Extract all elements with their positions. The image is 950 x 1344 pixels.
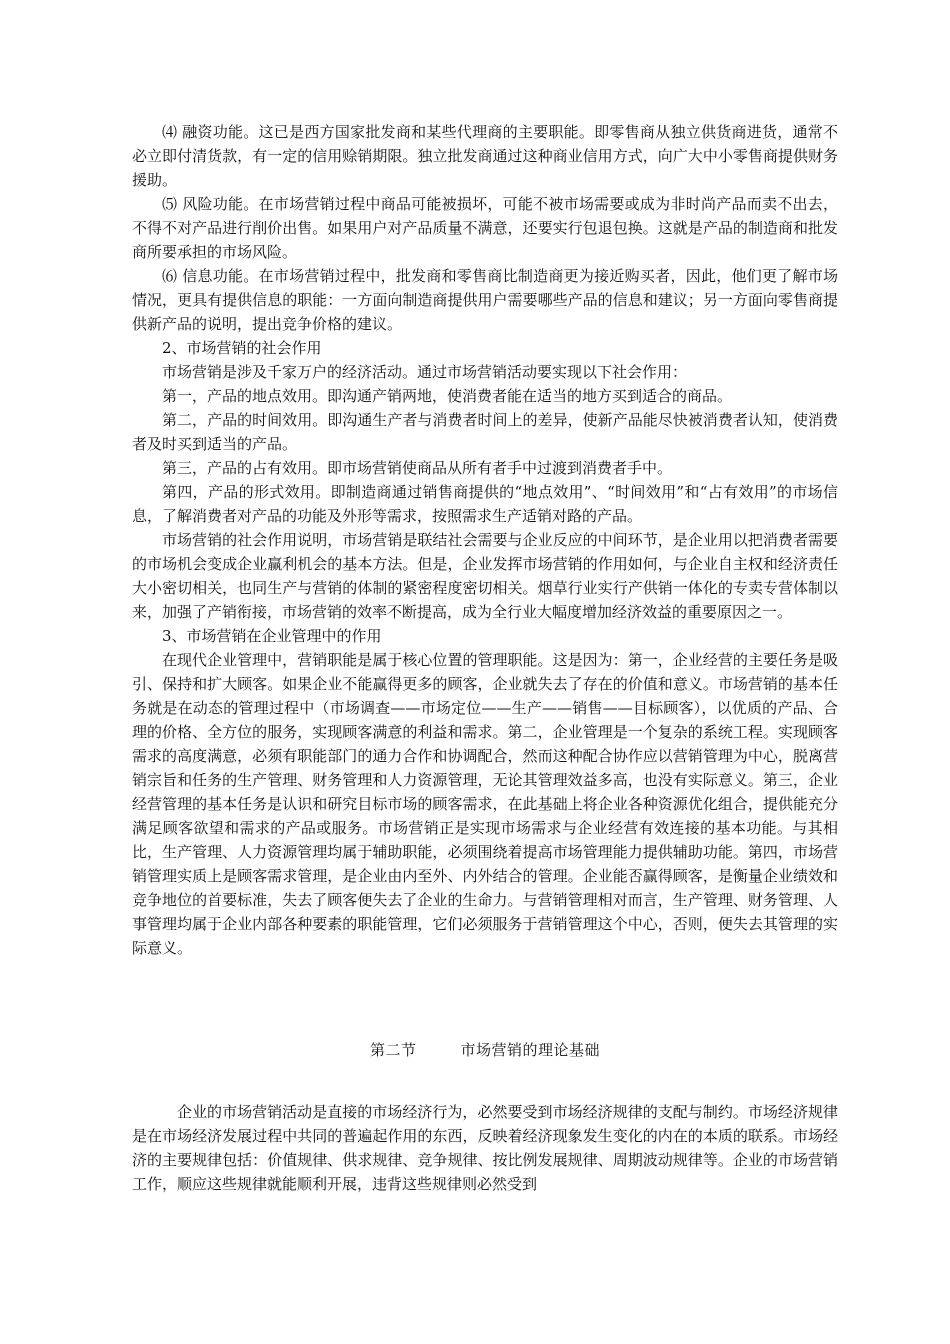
paragraph-management-role: 在现代企业管理中，营销职能是属于核心位置的管理职能。这是因为：第一，企业经营的主要任务是吸引、保持和扩大顾客。如果企业不能赢得更多的顾客，企业就失去了存在的价值和意义。市场营销的基本任务就是在动态的管理过程中（市场调查——市场定位——生产——销售——目标顾客），以优质的产品、合理的价格、全方位的服务，实现顾客满意的利益和需求。第二，企业管理是一个复杂的系统工程。实现顾客需求的高度满意，必须有职能部门的通力合作和协调配合，然而这种配合协作应以营销管理为中心，脱离营销宗旨和任务的生产管理、财务管理和人力资源管理，无论其管理效益多高，也没有实际意义。第三，企业经营管理的基本任务是认识和研究目标市场的顾客需求，在此基础上将企业各种资源优化组合，提供能充分满足顾客欲望和需求的产品或服务。市场营销正是实现市场需求与企业经营有效连接的基本功能。与其相比，生产管理、人力资源管理均属于辅助职能，必须围绕着提高市场管理能力提供辅助功能。第四，市场营销管理实质上是顾客需求管理，是企业由内至外、内外结合的管理。企业能否赢得顾客，是衡量企业绩效和竞争地位的首要标准，失去了顾客便失去了企业的生命力。与营销管理相对而言，生产管理、财务管理、人事管理均属于企业内部各种要素的职能管理，它们必须服务于营销管理这个中心，否则，便失去其管理的实际意义。 — [132, 651, 838, 957]
paragraph-risk-function: ⑸ 风险功能。在市场营销过程中商品可能被损坏，可能不被市场需要或成为非时尚产品而卖不出去，不得不对产品进行削价出售。如果用户对产品质量不满意，还要实行包退包换。这就是产品的制造商和批发商所要承担的市场风险。 — [132, 195, 838, 261]
paragraph-financing-function: ⑷ 融资功能。这已是西方国家批发商和某些代理商的主要职能。即零售商从独立供货商进货，通常不必立即付清货款，有一定的信用赊销期限。独立批发商通过这种商业信用方式，向广大中小零售商提供财务援助。 — [132, 123, 838, 189]
document-body — [132, 120, 838, 1196]
paragraph-place-utility: 第一，产品的地点效用。即沟通产销两地，使消费者能在适当的地方买到适合的商品。 — [162, 387, 733, 405]
paragraph-possession-utility: 第三，产品的占有效用。即市场营销使商品从所有者手中过渡到消费者手中。 — [162, 459, 673, 477]
subheading-management-role: 3、市场营销在企业管理中的作用 — [162, 627, 382, 645]
paragraph-social-role-intro: 市场营销是涉及千家万户的经济活动。通过市场营销活动要实现以下社会作用： — [162, 363, 688, 381]
section-number: 第二节 — [369, 1041, 417, 1059]
paragraph-form-utility: 第四，产品的形式效用。即制造商通过销售商提供的“地点效用”、“时间效用”和“占有效用”的市场信息，了解消费者对产品的功能及外形等需求，按照需求生产适销对路的产品。 — [132, 483, 838, 525]
section-title: 市场营销的理论基础 — [460, 1041, 601, 1059]
paragraph-information-function: ⑹ 信息功能。在市场营销过程中，批发商和零售商比制造商更为接近购买者，因此，他们更了解市场情况，更具有提供信息的职能：一方面向制造商提供用户需要哪些产品的信息和建议；另一方面向零售商提供新产品的说明，提出竞争价格的建议。 — [132, 267, 838, 333]
paragraph-time-utility: 第二，产品的时间效用。即沟通生产者与消费者时间上的差异，使新产品能尽快被消费者认知，使消费者及时买到适当的产品。 — [132, 411, 838, 453]
paragraph-theory-basis: 企业的市场营销活动是直接的市场经济行为，必然要受到市场经济规律的支配与制约。市场经济规律是在市场经济发展过程中共同的普遍起作用的东西，反映着经济现象发生变化的内在的本质的联系。市场经济的主要规律包括：价值规律、供求规律、竞争规律、按比例发展规律、周期波动规律等。企业的市场营销工作，顺应这些规律就能顺利开展，违背这些规律则必然受到 — [132, 1103, 838, 1193]
section-heading — [132, 1038, 838, 1062]
subheading-social-role: 2、市场营销的社会作用 — [162, 339, 322, 357]
paragraph-social-role-summary: 市场营销的社会作用说明，市场营销是联结社会需要与企业反应的中间环节，是企业用以把消费者需要的市场机会变成企业赢利机会的基本方法。但是，企业发挥市场营销的作用如何，与企业自主权和经济责任大小密切相关，也同生产与营销的体制的紧密程度密切相关。烟草行业实行产供销一体化的专卖专营体制以来，加强了产销衔接，市场营销的效率不断提高，成为全行业大幅度增加经济效益的重要原因之一。 — [132, 531, 838, 621]
